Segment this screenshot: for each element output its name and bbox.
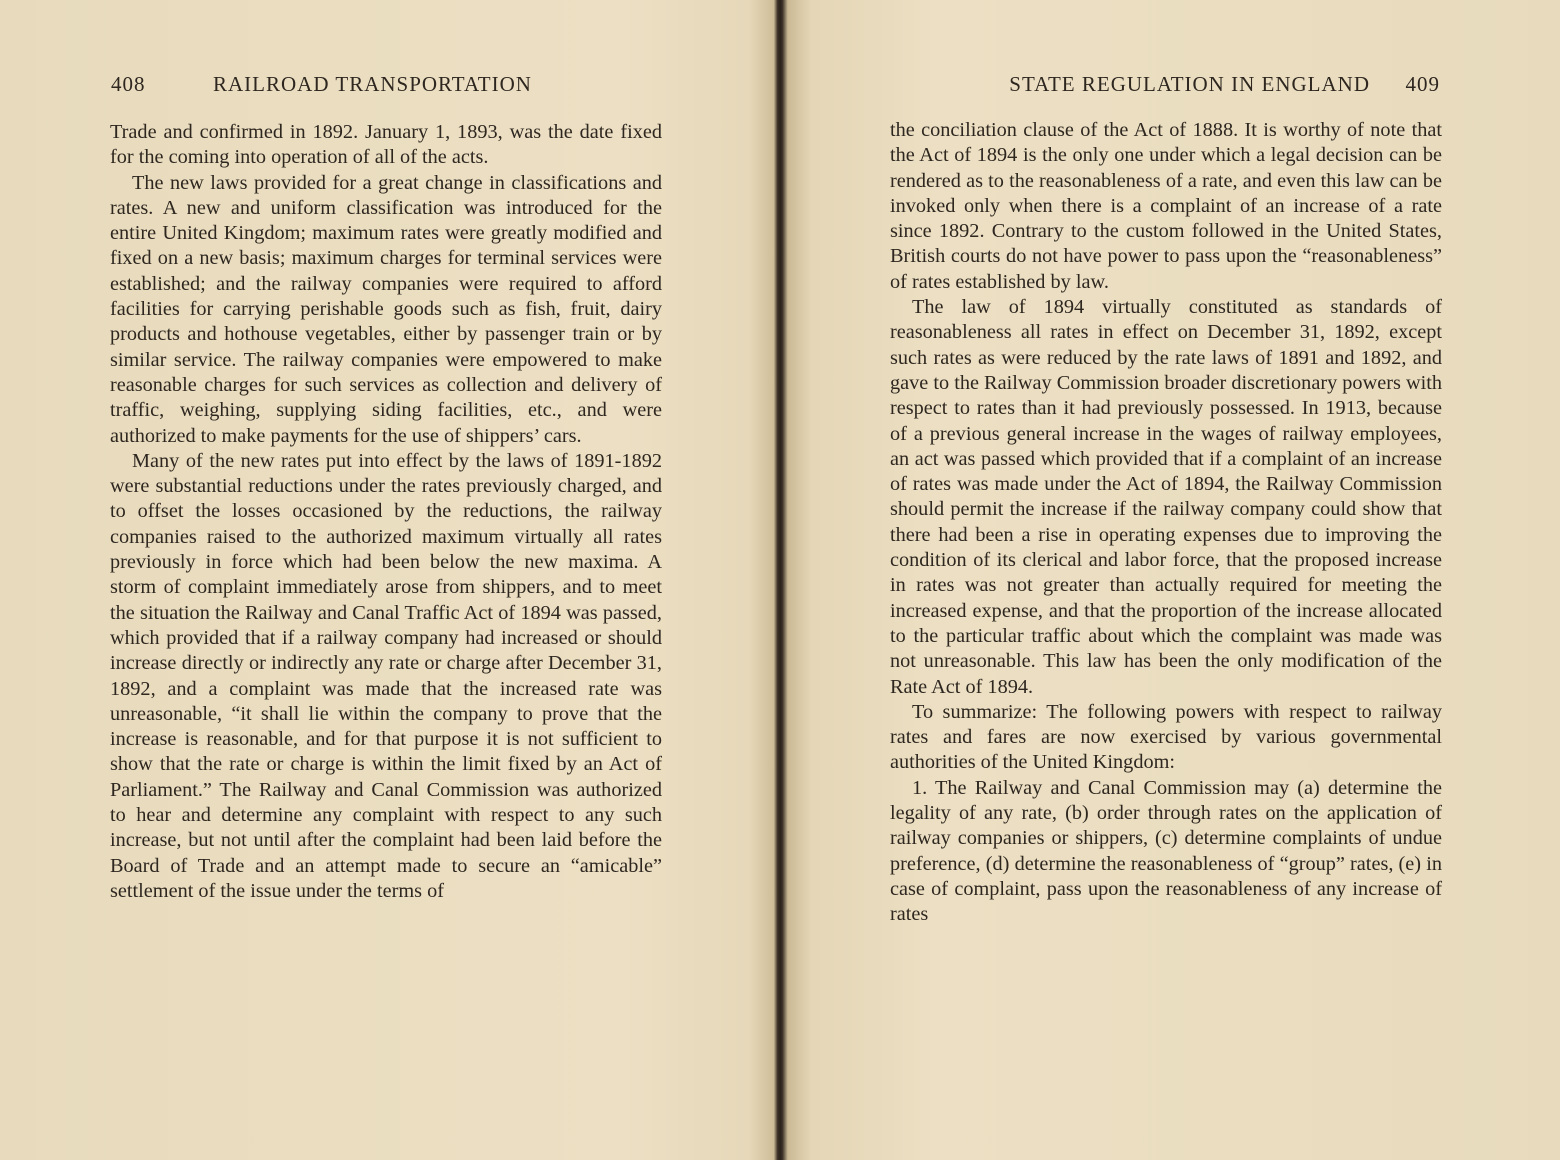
- left-page: [0, 0, 778, 1160]
- right-paragraph-3: To summarize: The following powers with respect to railway rates and fares are now exercised by various governmental authorities of the United Kingdom:: [890, 700, 1442, 774]
- right-paragraph-1: the conciliation clause of the Act of 1888. It is worthy of note that the Act of 1894 is the only one under which a legal decision can be rendered as to the reasonableness of a rate, and even this law can be invoked only when there is a complaint of an increase of a rate since 1892. Contrary to the custom followed in the United States, British courts do not have power to pass upon the “reasonableness” of rates established by law.: [890, 119, 1442, 293]
- left-running-title: RAILROAD TRANSPORTATION: [213, 72, 532, 96]
- left-page-number: 408: [111, 72, 146, 96]
- right-body-text: [890, 118, 1442, 928]
- right-running-title: STATE REGULATION IN ENGLAND: [1009, 72, 1370, 96]
- left-paragraph-1: Trade and confirmed in 1892. January 1, 1893, was the date fixed for the coming into operation of all of the acts.: [110, 121, 662, 169]
- right-paragraph-4: 1. The Railway and Canal Commission may (a) determine the legality of any rate, (b) order through rates on the application of railway companies or shippers, (c) determine complaints of undue preference, (d) determine the reasonableness of “group” rates, (e) in case of complaint, pass upon the reasonableness of any increase of rates: [890, 776, 1442, 926]
- right-paragraph-2: The law of 1894 virtually constituted as standards of reasonableness all rates in effect on December 31, 1892, except such rates as were reduced by the rate laws of 1891 and 1892, and gave to the Railway Commission broader discretionary powers with respect to rates than it had previously possessed. In 1913, because of a previous general increase in the wages of railway employees, an act was passed which provided that if a complaint of an increase of rates was made under the Act of 1894, the Railway Commission should permit the increase if the railway company could show that there had been a rise in operating expenses due to improving the condition of its clerical and labor force, that the proposed increase in rates was not greater than actually required for meeting the increased expense, and that the proportion of the increase allocated to the particular traffic about which the complaint was made was not unreasonable. This law has been the only modification of the Rate Act of 1894.: [890, 296, 1442, 698]
- left-paragraph-3: Many of the new rates put into effect by the laws of 1891-1892 were substantial reductions under the rates previously charged, and to offset the losses occasioned by the reductions, the railway companies raised to the authorized maximum virtually all rates previously in force which had been below the new maxima. A storm of complaint immediately arose from shippers, and to meet the situation the Railway and Canal Traffic Act of 1894 was passed, which provided that if a railway company had increased or should increase directly or indirectly any rate or charge after December 31, 1892, and a complaint was made that the increased rate was unreasonable, “it shall lie within the company to prove that the increase is reasonable, and for that purpose it is not sufficient to show that the rate or charge is within the limit fixed by an Act of Parliament.” The Railway and Canal Commission was authorized to hear and determine any complaint with respect to any such increase, but not until after the complaint had been laid before the Board of Trade and an attempt made to secure an “amicable” settlement of the issue under the terms of: [110, 449, 662, 902]
- left-paragraph-2: The new laws provided for a great change in classifications and rates. A new and uniform classification was introduced for the entire United Kingdom; maximum rates were greatly modified and fixed on a new basis; maximum charges for terminal services were established; and the railway companies were required to afford facilities for carrying perishable goods such as fish, fruit, dairy products and hothouse vegetables, either by passenger train or by similar service. The railway companies were empowered to make reasonable charges for such services as collection and delivery of traffic, weighing, supplying siding facilities, etc., and were authorized to make payments for the use of shippers’ cars.: [110, 171, 662, 447]
- left-body-text: [110, 120, 662, 904]
- right-page-number: 409: [1405, 72, 1440, 96]
- right-page: [782, 0, 1560, 1160]
